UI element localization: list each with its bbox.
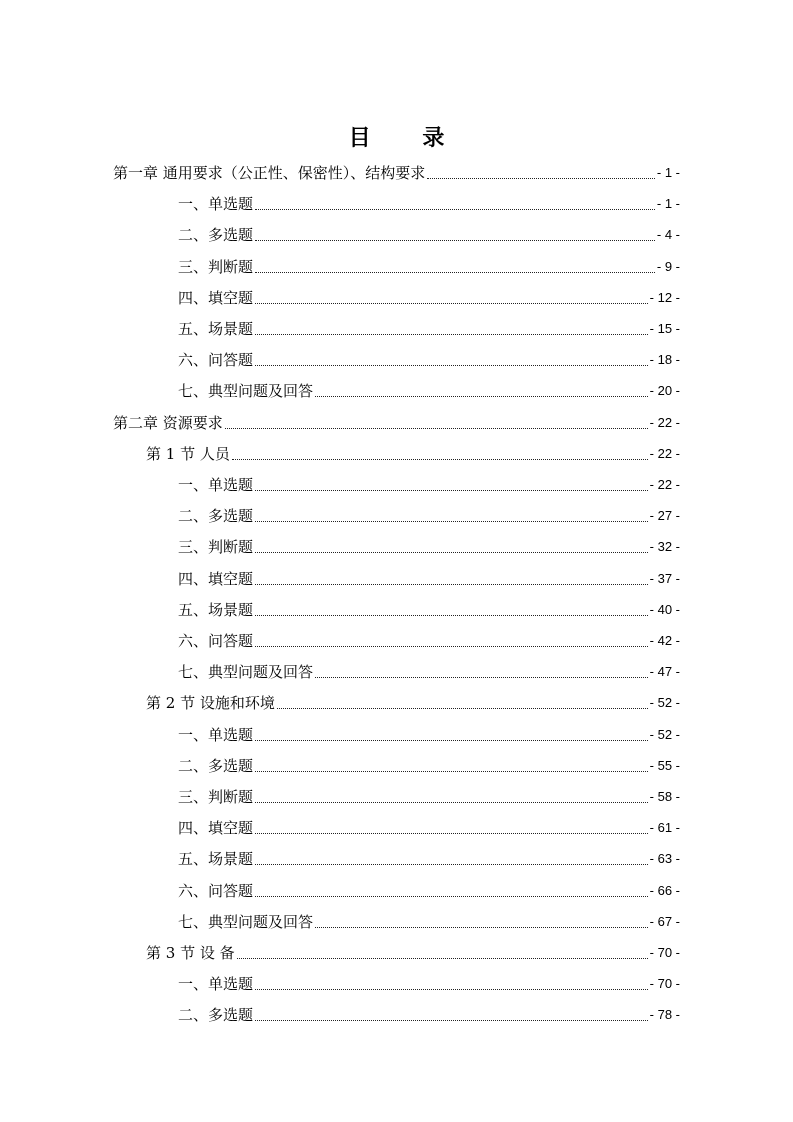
toc-entry-label: 六、问答题 xyxy=(178,881,254,900)
toc-entry-page-number: - 78 - xyxy=(649,1007,680,1023)
dot-leader xyxy=(427,177,655,179)
toc-entry-page-number: - 27 - xyxy=(649,508,680,524)
toc-entry-page-number: - 70 - xyxy=(649,945,680,960)
toc-entry[interactable] xyxy=(178,971,680,995)
toc-entry[interactable] xyxy=(178,659,680,683)
toc-entry-label: 四、填空题 xyxy=(178,569,254,588)
toc-entry-page-number: - 40 - xyxy=(649,601,680,617)
toc-entry-page-number: - 61 - xyxy=(649,820,680,836)
toc-title: 目 录 xyxy=(348,126,467,151)
dot-leader xyxy=(255,988,648,990)
toc-entry-label: 第 1 节 人员 xyxy=(146,444,230,463)
toc-entry-page-number: - 67 - xyxy=(649,913,680,929)
toc-entry-page-number: - 18 - xyxy=(649,352,680,368)
toc-entry[interactable] xyxy=(178,191,680,215)
toc-entry[interactable] xyxy=(146,940,680,964)
toc-entry[interactable] xyxy=(178,784,680,808)
toc-entry-page-number: - 1 - xyxy=(656,196,680,212)
toc-entry[interactable] xyxy=(178,878,680,902)
toc-entry[interactable] xyxy=(178,597,680,621)
toc-entry-label: 二、多选题 xyxy=(178,1006,254,1025)
dot-leader xyxy=(255,271,655,273)
toc-entry-label: 一、单选题 xyxy=(178,195,254,214)
toc-entry[interactable] xyxy=(178,534,680,558)
toc-entry-label: 第 2 节 设施和环境 xyxy=(146,694,275,713)
toc-entry-page-number: - 52 - xyxy=(649,695,680,711)
toc-entry-label: 七、典型问题及回答 xyxy=(178,912,314,931)
toc-entry[interactable] xyxy=(146,441,680,465)
dot-leader xyxy=(255,583,648,585)
dot-leader xyxy=(255,832,648,834)
toc-entry-label: 第 3 节 设 备 xyxy=(146,944,235,962)
toc-entry[interactable] xyxy=(146,690,680,714)
dot-leader xyxy=(255,208,655,210)
toc-entry-label: 三、判断题 xyxy=(178,538,254,557)
dot-leader xyxy=(315,676,648,678)
toc-entry[interactable] xyxy=(178,628,680,652)
toc-entry[interactable] xyxy=(178,1002,680,1026)
toc-entry-page-number: - 58 - xyxy=(649,789,680,804)
toc-entry-page-number: - 70 - xyxy=(649,976,680,992)
dot-leader xyxy=(255,333,648,335)
dot-leader xyxy=(315,395,648,397)
toc-entry-page-number: - 4 - xyxy=(656,227,680,243)
dot-leader xyxy=(225,427,648,429)
toc-entry-label: 二、多选题 xyxy=(178,756,254,775)
dot-leader xyxy=(237,957,648,959)
toc-entry-page-number: - 37 - xyxy=(649,570,680,586)
toc-entry[interactable] xyxy=(178,285,680,309)
dot-leader xyxy=(255,863,648,865)
dot-leader xyxy=(255,302,648,304)
toc-entry-label: 二、多选题 xyxy=(178,507,254,526)
dot-leader xyxy=(255,614,648,616)
toc-entry-label: 七、典型问题及回答 xyxy=(178,663,314,682)
toc-entry-label: 三、判断题 xyxy=(178,257,254,276)
toc-entry[interactable] xyxy=(178,846,680,870)
dot-leader xyxy=(255,1019,648,1021)
toc-entry-page-number: - 63 - xyxy=(649,851,680,867)
toc-entry-page-number: - 9 - xyxy=(656,258,680,274)
toc-entry-label: 一、单选题 xyxy=(178,476,254,494)
toc-entry-page-number: - 42 - xyxy=(649,633,680,648)
dot-leader xyxy=(255,770,648,772)
toc-entry-page-number: - 12 - xyxy=(649,289,680,305)
toc-entry[interactable] xyxy=(113,410,680,434)
toc-entry[interactable] xyxy=(178,815,680,839)
toc-entry[interactable] xyxy=(178,722,680,746)
toc-entry-page-number: - 32 - xyxy=(649,539,680,555)
toc-entry-page-number: - 52 - xyxy=(649,726,680,742)
toc-entry[interactable] xyxy=(178,909,680,933)
dot-leader xyxy=(255,645,648,647)
toc-entry[interactable] xyxy=(178,472,680,496)
dot-leader xyxy=(255,489,648,491)
toc-entry-label: 二、多选题 xyxy=(178,226,254,245)
dot-leader xyxy=(315,926,648,928)
toc-entry-label: 一、单选题 xyxy=(178,725,254,744)
toc-entry[interactable] xyxy=(178,222,680,246)
toc-entry-label: 五、场景题 xyxy=(178,850,254,869)
toc-entry-label: 第二章 资源要求 xyxy=(113,413,223,432)
toc-entry-label: 七、典型问题及回答 xyxy=(178,382,314,401)
toc-entry-page-number: - 22 - xyxy=(649,445,680,461)
toc-entry-label: 三、判断题 xyxy=(178,788,254,806)
toc-entry-page-number: - 55 - xyxy=(649,757,680,773)
toc-entry-page-number: - 20 - xyxy=(649,383,680,399)
toc-entry[interactable] xyxy=(178,378,680,402)
toc-entry-label: 六、问答题 xyxy=(178,351,254,370)
dot-leader xyxy=(255,551,648,553)
toc-entry-label: 五、场景题 xyxy=(178,320,254,338)
toc-entry-label: 四、填空题 xyxy=(178,288,254,307)
toc-entry[interactable] xyxy=(178,347,680,371)
toc-entry-page-number: - 1 - xyxy=(656,165,680,180)
toc-entry-page-number: - 66 - xyxy=(649,882,680,898)
dot-leader xyxy=(232,458,648,460)
toc-entry[interactable] xyxy=(178,316,680,340)
toc-entry-label: 一、单选题 xyxy=(178,975,254,994)
toc-entry[interactable] xyxy=(178,753,680,777)
toc-entry-page-number: - 47 - xyxy=(649,664,680,680)
toc-entry-page-number: - 15 - xyxy=(649,321,680,336)
dot-leader xyxy=(255,520,648,522)
toc-entry[interactable] xyxy=(178,566,680,590)
toc-entry-page-number: - 22 - xyxy=(649,477,680,492)
toc-entry[interactable] xyxy=(178,503,680,527)
dot-leader xyxy=(255,801,648,803)
dot-leader xyxy=(255,364,648,366)
dot-leader xyxy=(277,707,648,709)
toc-entry-label: 五、场景题 xyxy=(178,600,254,619)
toc-entry-page-number: - 22 - xyxy=(649,414,680,430)
toc-entry[interactable] xyxy=(113,160,680,184)
dot-leader xyxy=(255,739,648,741)
dot-leader xyxy=(255,239,655,241)
toc-entry-label: 四、填空题 xyxy=(178,819,254,838)
toc-entry-label: 第一章 通用要求（公正性、保密性）、结构要求 xyxy=(113,164,426,182)
dot-leader xyxy=(255,895,648,897)
toc-entry[interactable] xyxy=(178,254,680,278)
toc-entry-label: 六、问答题 xyxy=(178,632,254,650)
